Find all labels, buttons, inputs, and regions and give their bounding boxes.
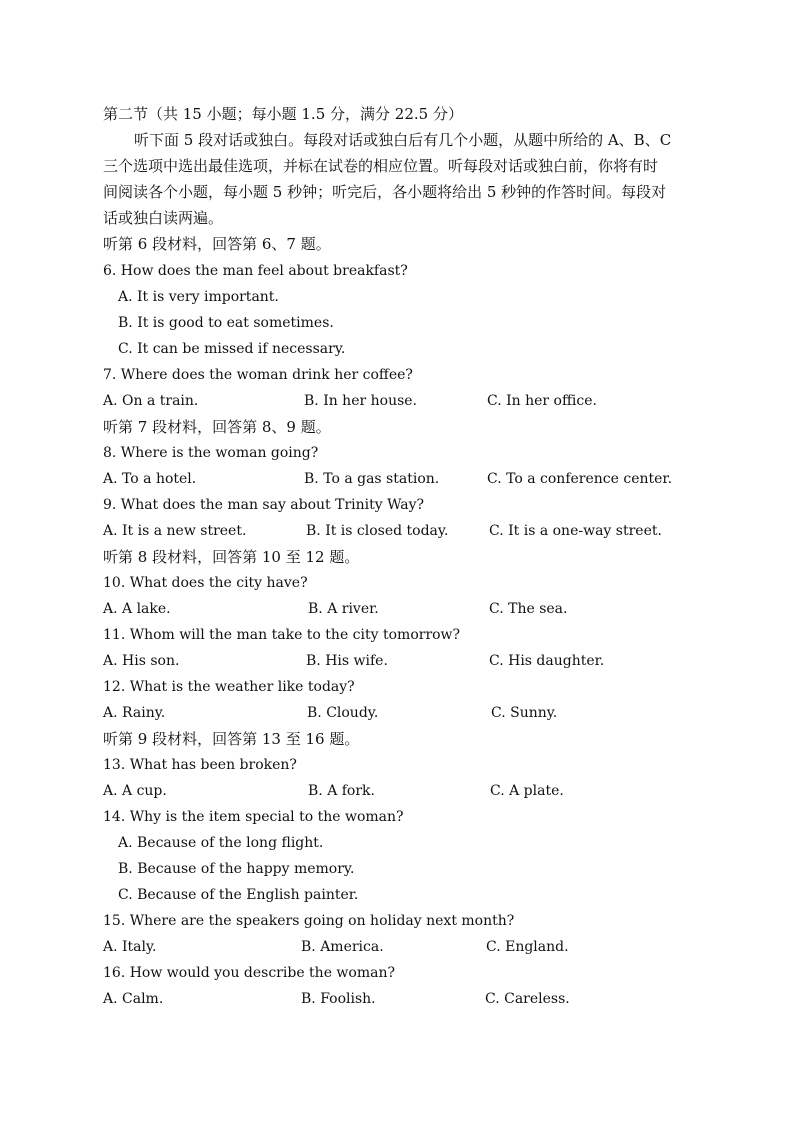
- q7-option-a: A. On a train.: [103, 393, 199, 409]
- group-label-9: 听第 9 段材料，回答第 13 至 16 题。: [103, 730, 360, 748]
- q12-option-b: B. Cloudy.: [307, 705, 379, 721]
- instruction-line-1: 听下面 5 段对话或独白。每段对话或独白后有几个小题，从题中所给的 A、B、C: [134, 131, 672, 149]
- q7-option-b: B. In her house.: [304, 393, 418, 409]
- q16-option-b: B. Foolish.: [301, 991, 376, 1007]
- question-9: 9. What does the man say about Trinity Way?: [103, 497, 425, 513]
- q12-option-c: C. Sunny.: [491, 705, 558, 721]
- instruction-line-4: 话或独白读两遍。: [103, 209, 224, 227]
- q16-option-a: A. Calm.: [103, 991, 164, 1007]
- q9-option-a: A. It is a new street.: [103, 523, 247, 539]
- q10-option-a: A. A lake.: [103, 601, 171, 617]
- q8-option-a: A. To a hotel.: [103, 471, 197, 487]
- q14-option-a: A. Because of the long flight.: [118, 835, 324, 851]
- q13-option-a: A. A cup.: [103, 783, 167, 799]
- q9-option-c: C. It is a one-way street.: [489, 523, 662, 539]
- question-8: 8. Where is the woman going?: [103, 445, 319, 461]
- q10-option-b: B. A river.: [308, 601, 379, 617]
- q7-option-c: C. In her office.: [487, 393, 597, 409]
- q15-option-a: A. Italy.: [103, 939, 157, 955]
- question-7: 7. Where does the woman drink her coffee?: [103, 367, 413, 383]
- q8-option-b: B. To a gas station.: [304, 471, 440, 487]
- q11-option-c: C. His daughter.: [489, 653, 605, 669]
- group-label-8: 听第 8 段材料，回答第 10 至 12 题。: [103, 548, 360, 566]
- question-11: 11. Whom will the man take to the city tomorrow?: [103, 627, 461, 643]
- q11-option-a: A. His son.: [103, 653, 180, 669]
- question-16: 16. How would you describe the woman?: [103, 965, 395, 981]
- q15-option-b: B. America.: [301, 939, 384, 955]
- q14-option-c: C. Because of the English painter.: [118, 887, 359, 903]
- question-13: 13. What has been broken?: [103, 757, 297, 773]
- question-6: 6. How does the man feel about breakfast?: [103, 263, 408, 279]
- group-label-7: 听第 7 段材料，回答第 8、9 题。: [103, 418, 331, 436]
- q14-option-b: B. Because of the happy memory.: [118, 861, 355, 877]
- question-14: 14. Why is the item special to the woman?: [103, 809, 404, 825]
- q9-option-b: B. It is closed today.: [306, 523, 449, 539]
- q13-option-b: B. A fork.: [308, 783, 375, 799]
- q12-option-a: A. Rainy.: [103, 705, 166, 721]
- question-15: 15. Where are the speakers going on holiday next month?: [103, 913, 515, 929]
- q10-option-c: C. The sea.: [489, 601, 568, 617]
- question-12: 12. What is the weather like today?: [103, 679, 355, 695]
- q16-option-c: C. Careless.: [485, 991, 570, 1007]
- q11-option-b: B. His wife.: [306, 653, 388, 669]
- q13-option-c: C. A plate.: [490, 783, 564, 799]
- q6-option-b: B. It is good to eat sometimes.: [118, 315, 334, 331]
- question-10: 10. What does the city have?: [103, 575, 308, 591]
- instruction-line-3: 间阅读各个小题，每小题 5 秒钟；听完后，各小题将给出 5 秒钟的作答时间。每段对: [103, 183, 667, 201]
- group-label-6: 听第 6 段材料，回答第 6、7 题。: [103, 235, 331, 253]
- q8-option-c: C. To a conference center.: [487, 471, 673, 487]
- q6-option-a: A. It is very important.: [118, 289, 279, 305]
- q6-option-c: C. It can be missed if necessary.: [118, 341, 346, 357]
- section-heading: 第二节（共 15 小题；每小题 1.5 分，满分 22.5 分）: [103, 105, 463, 123]
- instruction-line-2: 三个选项中选出最佳选项，并标在试卷的相应位置。听每段对话或独白前，你将有时: [103, 157, 659, 175]
- q15-option-c: C. England.: [486, 939, 569, 955]
